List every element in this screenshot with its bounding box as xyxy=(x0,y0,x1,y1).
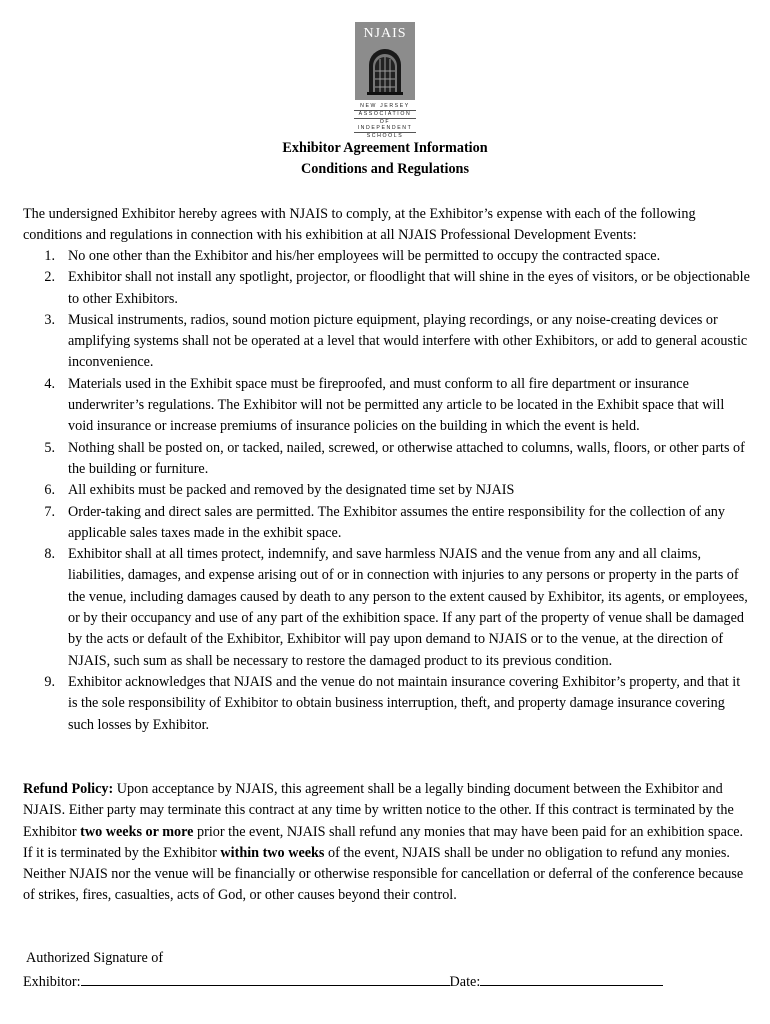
rule-item xyxy=(23,374,753,438)
rule-text: Exhibitor acknowledges that NJAIS and the venue do not maintain insurance covering Exhibitor’s property, and that it is the sole responsibility of Exhibitor to obtain business interruption, theft, and property damage insurance covering such losses by Exhibitor. xyxy=(68,673,741,733)
rule-number: 1. xyxy=(44,248,55,264)
rule-item xyxy=(23,502,753,545)
document-title: Exhibitor Agreement Information xyxy=(282,140,488,156)
rule-number: 9. xyxy=(44,673,55,690)
logo-subtitle-line: ASSOCIATION xyxy=(354,111,416,119)
rule-text: Exhibitor shall at all times protect, indemnify, and save harmless NJAIS and the venue from any and all claims, liabilities, damages, and expense arising out of or in connection with injuries to any persons or property in the parts of the venue, including damages caused by death to any person to the extent caused by Exhibitor, its agents, or employees, or by their occupancy and use of any part of the exhibition space. If any part of the property of venue shall be damaged by the acts or default of the Exhibitor, Exhibitor will pay upon demand to NJAIS or to the venue, at the direction of NJAIS, such sum as shall be necessary to restore the damaged product to its previous condition. xyxy=(68,546,748,669)
signature-row xyxy=(23,971,663,991)
rule-number: 5. xyxy=(44,439,55,456)
logo-emblem xyxy=(355,22,415,100)
logo-subtitle-line: SCHOOLS xyxy=(366,133,404,140)
rule-number: 2. xyxy=(44,269,55,286)
date-label: Date: xyxy=(449,974,481,990)
rule-number: 8. xyxy=(44,546,55,563)
rule-item xyxy=(23,672,753,736)
date-field[interactable] xyxy=(480,971,663,986)
rule-item xyxy=(23,544,753,672)
rule-number: 3. xyxy=(44,311,55,328)
exhibitor-signature-field[interactable] xyxy=(81,971,450,986)
rule-number: 7. xyxy=(44,503,55,520)
rule-item xyxy=(23,310,753,374)
rule-item xyxy=(23,267,753,310)
refund-text: of the event, NJAIS shall be under no obligation to refund any monies. Neither NJAIS nor the venue will be financially or otherwise responsible for cancellation or deferral of the conference because of strikes, fires, casualties, acts of God, or other causes beyond their control. xyxy=(23,844,744,904)
signature-label: Authorized Signature of xyxy=(26,950,164,966)
logo-subtitle-line: OF INDEPENDENT xyxy=(354,119,416,134)
rule-text: Nothing shall be posted on, or tacked, nailed, screwed, or otherwise attached to columns, walls, floors, or other parts of the building or furniture. xyxy=(68,439,745,477)
rule-text: Musical instruments, radios, sound motion picture equipment, playing recordings, or any noise-creating devices or amplifying systems shall not be operated at a level that would interfere with other Exhibitors, or add to general acoustic inconvenience. xyxy=(68,311,748,371)
logo-subtitle-line: NEW JERSEY xyxy=(354,103,416,111)
exhibitor-label: Exhibitor: xyxy=(23,974,81,990)
refund-text: prior the event, NJAIS shall refund any monies that may have been paid for an exhibition space. If it is terminated by the Exhibitor xyxy=(23,823,744,861)
rule-number: 4. xyxy=(44,375,55,392)
logo-subtitle xyxy=(354,103,416,140)
rule-text: Materials used in the Exhibit space must be fireproofed, and must conform to all fire department or insurance underwriter’s regulations. The Exhibitor will not be permitted any article to be located in the Exhibit space that will void insurance or increase premiums of insurance policies on the building in which the event is held. xyxy=(68,375,725,435)
rule-item xyxy=(23,438,753,481)
refund-emphasis: two weeks or more xyxy=(80,823,194,840)
rule-text: No one other than the Exhibitor and his/her employees will be permitted to occupy the contracted space. xyxy=(68,248,661,264)
rule-item xyxy=(23,480,753,501)
refund-policy-label: Refund Policy: xyxy=(23,781,114,797)
rule-item xyxy=(23,246,753,267)
intro-paragraph: The undersigned Exhibitor hereby agrees with NJAIS to comply, at the Exhibitor’s expense with each of the following conditions and regulations in connection with his exhibition at all NJAIS Professional Development Events: xyxy=(23,206,696,244)
document-subtitle: Conditions and Regulations xyxy=(301,161,469,177)
refund-policy xyxy=(23,779,753,907)
rule-text: Exhibitor shall not install any spotlight, projector, or floodlight that will shine in the eyes of visitors, or be objectionable to other Exhibitors. xyxy=(68,269,750,307)
refund-text: Upon acceptance by NJAIS, this agreement shall be a legally binding document between the Exhibitor and NJAIS. Either party may terminate this contract at any time by written notice to the other. If this contract is terminated by the Exhibitor xyxy=(23,781,734,840)
njais-logo xyxy=(353,22,417,140)
rule-number: 6. xyxy=(44,482,55,499)
rule-text: All exhibits must be packed and removed by the designated time set by NJAIS xyxy=(68,482,515,499)
rules-list xyxy=(23,246,753,736)
logo-title: NJAIS xyxy=(363,26,407,41)
refund-emphasis: within two weeks xyxy=(220,844,325,861)
rule-text: Order-taking and direct sales are permitted. The Exhibitor assumes the entire responsibility for the collection of any applicable sales taxes made in the exhibit space. xyxy=(68,503,725,541)
door-icon xyxy=(365,45,405,95)
